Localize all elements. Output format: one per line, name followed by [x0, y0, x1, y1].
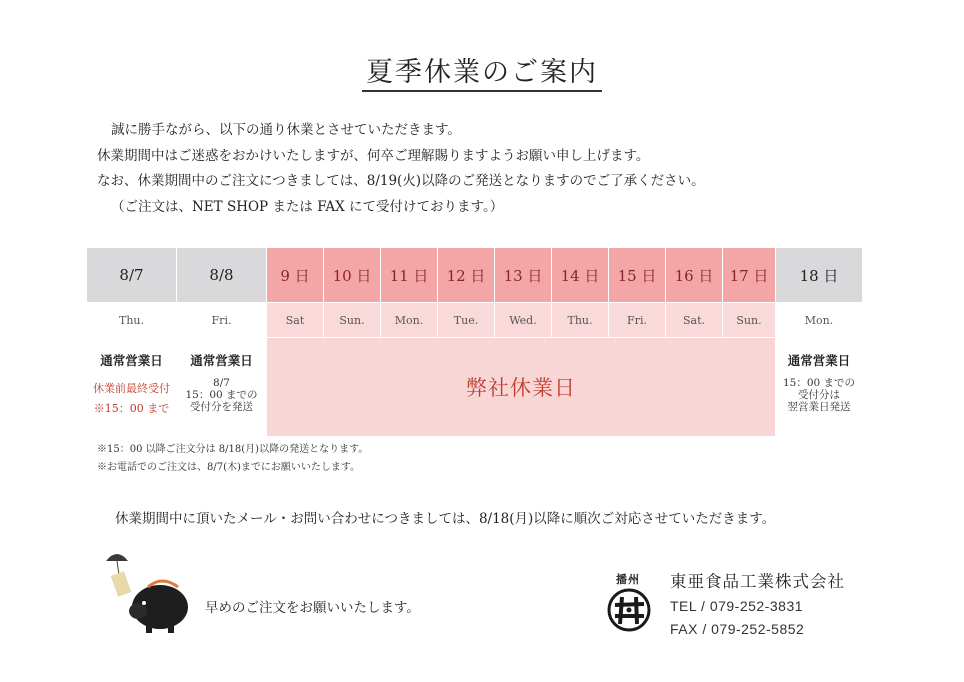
last-order-label: 休業前最終受付	[93, 382, 170, 395]
page-title	[0, 50, 964, 89]
intro-line-1: 誠に勝手ながら、以下の通り休業とさせていただきます。	[111, 122, 461, 138]
dow-cell: Sat.	[666, 303, 722, 337]
status-text: 翌営業日発送	[787, 401, 851, 413]
dow-cell: Wed.	[495, 303, 551, 337]
date-cell: 16 日	[666, 248, 722, 302]
dow-cell: Fri.	[211, 313, 232, 327]
date-cell: 9 日	[267, 248, 323, 302]
company-fax: FAX / 079-252-5852	[670, 621, 805, 637]
company-tel: TEL / 079-252-3831	[670, 598, 804, 614]
title-text: 夏季休業のご案内	[362, 57, 602, 92]
dow-cell: Thu.	[118, 313, 144, 327]
dow-cell: Tue.	[438, 303, 494, 337]
status-text: 15：00 までの	[185, 389, 258, 401]
date-cell: 8/8	[177, 248, 266, 302]
mail-notice: 休業期間中に頂いたメール・お問い合わせにつきましては、8/18(月)以降に順次ご対応させていただきます。	[115, 511, 776, 527]
status-text: 受付分を発送	[190, 401, 253, 413]
dow-cell: Sun.	[324, 303, 380, 337]
wind-chime-icon	[106, 554, 131, 597]
status-text: 8/7	[213, 377, 230, 389]
last-order-time: ※15：00 まで	[93, 402, 170, 415]
dow-cell: Mon.	[381, 303, 437, 337]
date-cell: 13 日	[495, 248, 551, 302]
status-head: 通常営業日	[190, 353, 253, 368]
wind-chime-boar-illustration	[100, 545, 195, 640]
early-order-message: 早めのご注文をお願いいたします。	[205, 600, 420, 616]
status-cell-day2	[177, 338, 266, 436]
holiday-band: 弊社休業日	[267, 338, 775, 436]
status-head: 通常営業日	[100, 353, 163, 368]
date-cell: 11 日	[381, 248, 437, 302]
table-divider	[266, 248, 267, 436]
table-divider	[775, 248, 776, 436]
date-cell: 12 日	[438, 248, 494, 302]
date-cell: 17 日	[723, 248, 775, 302]
dow-cell: Fri.	[609, 303, 665, 337]
dow-cell: Sat	[267, 303, 323, 337]
footnotes	[97, 441, 368, 477]
status-text: 15：00 までの	[782, 377, 856, 389]
dow-cell: Sun.	[723, 303, 775, 337]
intro-line-2: 休業期間中はご迷惑をおかけいたしますが、何卒ご理解賜りますようお願い申し上げます。	[97, 147, 650, 164]
footnote-1: ※15：00 以降ご注文分は 8/18(月)以降の発送となります。	[97, 444, 369, 455]
dow-cell: Mon.	[804, 313, 834, 327]
boar-icon	[129, 581, 188, 633]
date-cell: 18 日	[776, 248, 862, 302]
footnote-2: ※お電話でのご注文は、8/7(木)までにお願いいたします。	[97, 462, 361, 473]
status-cell-day12	[776, 338, 862, 436]
date-cell: 10 日	[324, 248, 380, 302]
company-name: 東亜食品工業株式会社	[670, 572, 845, 591]
intro-line-4: （ご注文は、NET SHOP または FAX にて受付けております。）	[111, 198, 504, 215]
date-cell: 14 日	[552, 248, 608, 302]
date-cell: 15 日	[609, 248, 665, 302]
intro-text	[97, 118, 857, 220]
dow-cell: Thu.	[552, 303, 608, 337]
company-seal-icon	[607, 588, 651, 632]
date-cell: 8/7	[87, 248, 176, 302]
status-text: 受付分は	[798, 389, 840, 401]
status-head: 通常営業日	[787, 353, 851, 368]
status-cell-day1	[87, 338, 176, 436]
intro-line-3: なお、休業期間中のご注文につきましては、8/19(火)以降のご発送となりますのでご了承ください。	[97, 173, 705, 189]
seal-label: 播州	[616, 573, 640, 586]
